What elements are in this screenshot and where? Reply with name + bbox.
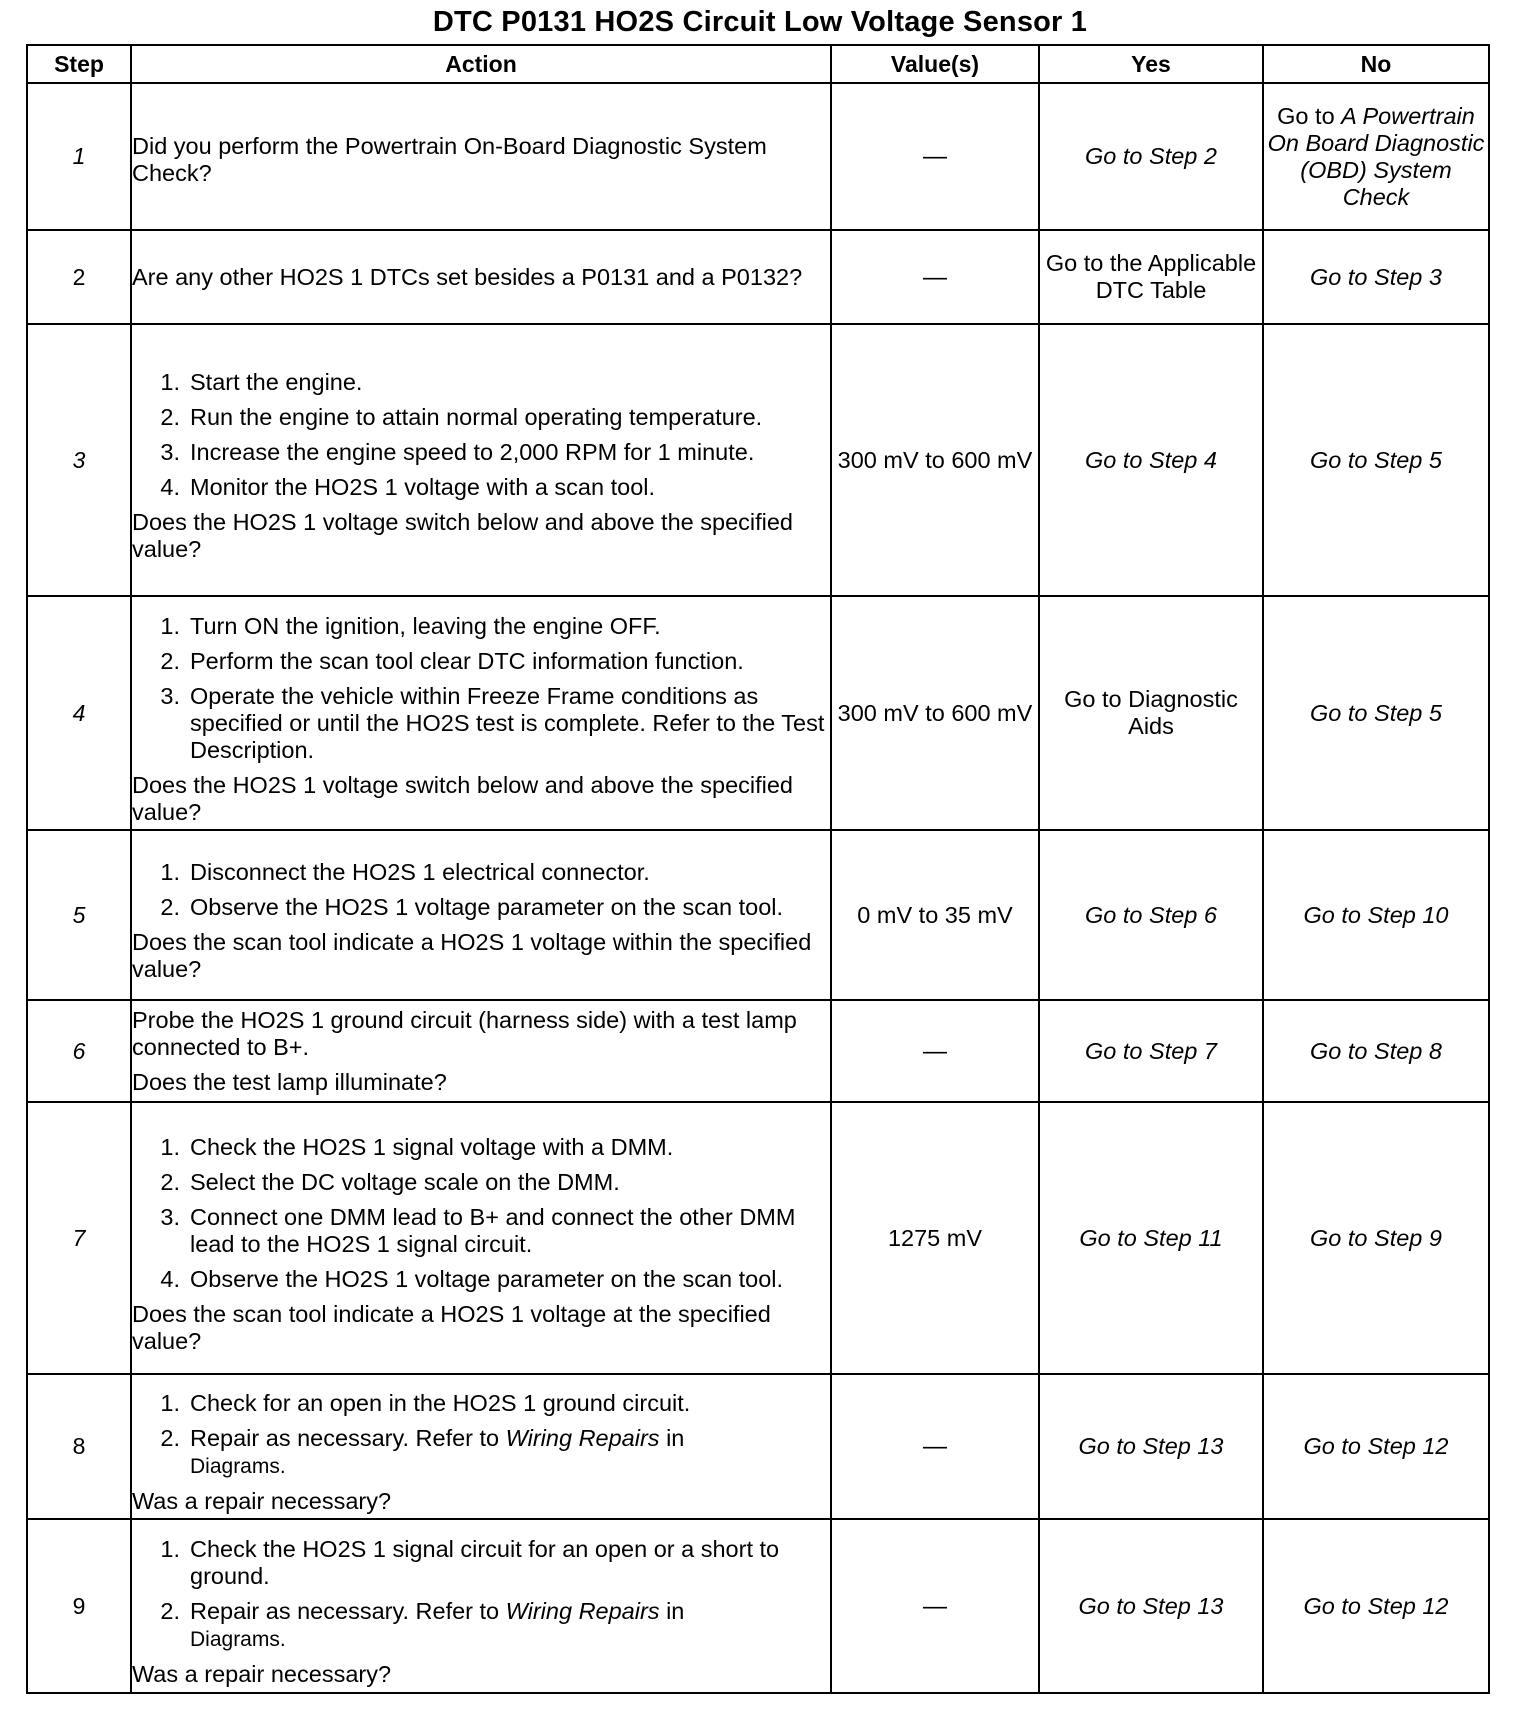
table-row bbox=[27, 1102, 1489, 1374]
table-row bbox=[27, 230, 1489, 324]
step-number: 7 bbox=[27, 1102, 131, 1374]
wiring-repairs-ref[interactable]: Wiring Repairs bbox=[505, 1598, 660, 1624]
value-cell bbox=[831, 1374, 1039, 1519]
no-link[interactable]: Go to Step 10 bbox=[1263, 830, 1489, 1000]
list-item: 1. Disconnect the HO2S 1 electrical connector. bbox=[160, 859, 650, 885]
table-row bbox=[27, 1000, 1489, 1102]
table-row bbox=[27, 1519, 1489, 1693]
table-row bbox=[27, 596, 1489, 830]
step-number: 3 bbox=[27, 324, 131, 596]
action-list bbox=[132, 601, 830, 764]
header-step: Step bbox=[27, 45, 131, 83]
yes-link[interactable]: Go to Step 2 bbox=[1039, 83, 1263, 230]
step-number: 9 bbox=[27, 1519, 131, 1693]
wiring-repairs-ref[interactable]: Wiring Repairs bbox=[505, 1425, 660, 1451]
action-list bbox=[132, 357, 830, 501]
yes-link[interactable]: Go to Step 4 bbox=[1039, 324, 1263, 596]
action-text: Did you perform the Powertrain On-Board Diagnostic System Check? bbox=[132, 132, 767, 186]
value-cell bbox=[831, 1000, 1039, 1102]
yes-link[interactable]: Go to Step 13 bbox=[1039, 1519, 1263, 1693]
header-yes: Yes bbox=[1039, 45, 1263, 83]
action-question: Was a repair necessary? bbox=[132, 1661, 392, 1687]
diagnostic-table bbox=[26, 44, 1490, 1694]
action-question: Does the HO2S 1 voltage switch below and above the specified value? bbox=[132, 509, 794, 562]
yes-link[interactable]: Go to Step 13 bbox=[1039, 1374, 1263, 1519]
value-text: — bbox=[923, 1037, 947, 1065]
list-item: 4. Monitor the HO2S 1 voltage with a scan tool. bbox=[160, 474, 656, 500]
no-link[interactable]: Go to Step 8 bbox=[1263, 1000, 1489, 1102]
action-question: Does the scan tool indicate a HO2S 1 voltage at the specified value? bbox=[132, 1300, 771, 1354]
value-cell bbox=[831, 230, 1039, 324]
action-list bbox=[132, 1378, 830, 1480]
value-text: — bbox=[923, 143, 947, 170]
list-item: 1. Check for an open in the HO2S 1 ground circuit. bbox=[160, 1390, 691, 1416]
no-ref: A Powertrain On Board Diagnostic (OBD) System Check bbox=[1267, 102, 1485, 210]
step-number: 4 bbox=[27, 596, 131, 830]
action-cell bbox=[131, 1102, 831, 1374]
yes-link[interactable]: Go to Step 7 bbox=[1039, 1000, 1263, 1102]
table-row bbox=[27, 1374, 1489, 1519]
list-item: 2. Run the engine to attain normal operating temperature. bbox=[160, 404, 763, 430]
value-text: — bbox=[923, 1592, 947, 1620]
action-cell bbox=[131, 230, 831, 324]
header-action: Action bbox=[131, 45, 831, 83]
action-question: Does the HO2S 1 voltage switch below and above the specified value? bbox=[132, 771, 794, 825]
no-link[interactable]: Go to Step 12 bbox=[1263, 1374, 1489, 1519]
step-number: 5 bbox=[27, 830, 131, 1000]
value-cell bbox=[831, 83, 1039, 230]
action-question: Does the scan tool indicate a HO2S 1 voltage within the specified value? bbox=[132, 929, 812, 982]
no-link[interactable]: Go to Step 9 bbox=[1263, 1102, 1489, 1374]
page-title: DTC P0131 HO2S Circuit Low Voltage Sensor 1 bbox=[432, 6, 1088, 38]
no-prefix: Go to bbox=[1277, 102, 1335, 129]
value-cell: 0 mV to 35 mV bbox=[831, 830, 1039, 1000]
yes-link[interactable]: Go to Step 6 bbox=[1039, 830, 1263, 1000]
action-list bbox=[132, 1524, 830, 1653]
yes-link[interactable]: Go to Diagnostic Aids bbox=[1039, 596, 1263, 830]
step-number: 6 bbox=[27, 1000, 131, 1102]
list-item: 4. Observe the HO2S 1 voltage parameter on the scan tool. bbox=[160, 1265, 784, 1292]
step-number: 8 bbox=[27, 1374, 131, 1519]
header-no: No bbox=[1263, 45, 1489, 83]
no-link[interactable]: Go to Step 5 bbox=[1263, 596, 1489, 830]
table-row bbox=[27, 83, 1489, 230]
action-cell bbox=[131, 83, 831, 230]
action-text: Are any other HO2S 1 DTCs set besides a P0131 and a P0132? bbox=[132, 263, 803, 290]
step-number: 1 bbox=[27, 83, 131, 230]
list-item: 2. Observe the HO2S 1 voltage parameter on the scan tool. bbox=[160, 894, 784, 920]
action-question: Does the test lamp illuminate? bbox=[132, 1068, 447, 1095]
action-cell bbox=[131, 1000, 831, 1102]
value-cell: 1275 mV bbox=[831, 1102, 1039, 1374]
header-values: Value(s) bbox=[831, 45, 1039, 83]
action-list bbox=[132, 1122, 830, 1293]
value-cell: 300 mV to 600 mV bbox=[831, 324, 1039, 596]
value-cell: 300 mV to 600 mV bbox=[831, 596, 1039, 830]
action-question: Was a repair necessary? bbox=[132, 1488, 392, 1514]
list-item: 1. Check the HO2S 1 signal voltage with a DMM. bbox=[160, 1133, 674, 1160]
header-row bbox=[27, 45, 1489, 83]
action-cell bbox=[131, 324, 831, 596]
no-link[interactable]: Go to Step 12 bbox=[1263, 1519, 1489, 1693]
no-link[interactable]: Go to Step 5 bbox=[1263, 324, 1489, 596]
action-list bbox=[132, 847, 830, 921]
list-item: 3. Connect one DMM lead to B+ and connect the other DMM lead to the HO2S 1 signal circuit. bbox=[160, 1203, 796, 1257]
action-cell bbox=[131, 1374, 831, 1519]
action-cell bbox=[131, 1519, 831, 1693]
no-link[interactable] bbox=[1263, 83, 1489, 230]
action-cell bbox=[131, 596, 831, 830]
list-item: 1. Check the HO2S 1 signal circuit for an open or a short to ground. bbox=[160, 1536, 780, 1589]
table-row bbox=[27, 830, 1489, 1000]
list-item: 2. Select the DC voltage scale on the DMM. bbox=[160, 1168, 620, 1195]
list-item: 1. Start the engine. bbox=[160, 369, 363, 395]
table-row bbox=[27, 324, 1489, 596]
step-number: 2 bbox=[27, 230, 131, 324]
value-text: — bbox=[923, 1433, 947, 1460]
list-item: 1. Turn ON the ignition, leaving the engine OFF. bbox=[160, 612, 661, 639]
yes-link[interactable]: Go to the Applicable DTC Table bbox=[1039, 230, 1263, 324]
list-item: 3. Operate the vehicle within Freeze Frame conditions as specified or until the HO2S test is complete. Refer to the Test Description. bbox=[160, 682, 825, 763]
list-item: 2. Repair as necessary. Refer to Wiring Repairs in Diagrams. bbox=[160, 1425, 685, 1478]
action-cell bbox=[131, 830, 831, 1000]
list-item: 2. Repair as necessary. Refer to Wiring Repairs in Diagrams. bbox=[160, 1598, 685, 1651]
value-cell bbox=[831, 1519, 1039, 1693]
no-link[interactable]: Go to Step 3 bbox=[1263, 230, 1489, 324]
yes-link[interactable]: Go to Step 11 bbox=[1039, 1102, 1263, 1374]
list-item: 3. Increase the engine speed to 2,000 RPM for 1 minute. bbox=[160, 439, 755, 465]
action-text: Probe the HO2S 1 ground circuit (harness side) with a test lamp connected to B+. bbox=[132, 1006, 797, 1060]
list-item: 2. Perform the scan tool clear DTC information function. bbox=[160, 647, 744, 674]
value-text: — bbox=[923, 263, 947, 291]
